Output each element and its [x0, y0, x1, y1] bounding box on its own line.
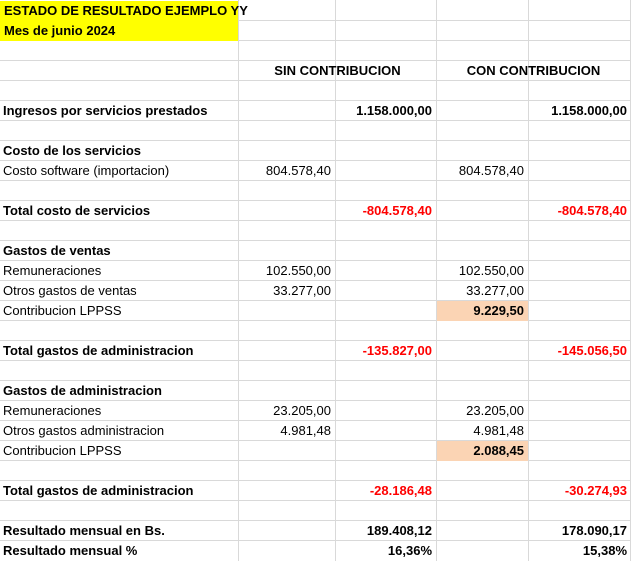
row-label: Otros gastos administracion [3, 423, 165, 438]
con-total-value: -30.274,93 [564, 483, 627, 498]
row-label: Contribucion LPPSS [3, 443, 122, 458]
section-title: Gastos de administracion [3, 383, 162, 398]
con-detail-value: 102.550,00 [458, 263, 524, 278]
sin-detail-value: 804.578,40 [265, 163, 331, 178]
row-label: Remuneraciones [3, 403, 102, 418]
sin-total-value: 1.158.000,00 [356, 103, 432, 118]
con-total-value: 1.158.000,00 [551, 103, 627, 118]
header-con-contribucion: CON CONTRIBUCION [466, 63, 601, 78]
con-detail-value: 23.205,00 [466, 403, 524, 418]
sin-total-value: -135.827,00 [362, 343, 432, 358]
row-label: Resultado mensual % [3, 543, 138, 558]
sin-detail-value: 102.550,00 [265, 263, 331, 278]
row-label: Total gastos de administracion [3, 483, 194, 498]
row-label: Costo software (importacion) [3, 163, 170, 178]
con-total-value: 15,38% [582, 543, 627, 558]
row-label: Total costo de servicios [3, 203, 151, 218]
section-title: Gastos de ventas [3, 243, 111, 258]
report-title: ESTADO DE RESULTADO EJEMPLO YY [0, 1, 238, 21]
sin-total-value: -804.578,40 [362, 203, 432, 218]
con-detail-value: 4.981,48 [473, 423, 524, 438]
row-label: Resultado mensual en Bs. [3, 523, 165, 538]
con-total-value: -145.056,50 [557, 343, 627, 358]
section-title: Costo de los servicios [3, 143, 141, 158]
row-label: Total gastos de administracion [3, 343, 194, 358]
sin-detail-value: 4.981,48 [280, 423, 331, 438]
con-contribution-value: 2.088,45 [437, 441, 528, 461]
sin-detail-value: 23.205,00 [273, 403, 331, 418]
row-label: Remuneraciones [3, 263, 102, 278]
con-detail-value: 804.578,40 [458, 163, 524, 178]
row-label: Otros gastos de ventas [3, 283, 137, 298]
sin-total-value: 189.408,12 [366, 523, 432, 538]
row-label: Ingresos por servicios prestados [3, 103, 208, 118]
sin-total-value: -28.186,48 [369, 483, 432, 498]
con-detail-value: 33.277,00 [466, 283, 524, 298]
con-total-value: 178.090,17 [561, 523, 627, 538]
header-sin-contribucion: SIN CONTRIBUCION [274, 63, 401, 78]
con-total-value: -804.578,40 [557, 203, 627, 218]
report-period: Mes de junio 2024 [0, 21, 238, 41]
row-label: Contribucion LPPSS [3, 303, 122, 318]
sin-total-value: 16,36% [387, 543, 432, 558]
sin-detail-value: 33.277,00 [273, 283, 331, 298]
con-contribution-value: 9.229,50 [437, 301, 528, 321]
